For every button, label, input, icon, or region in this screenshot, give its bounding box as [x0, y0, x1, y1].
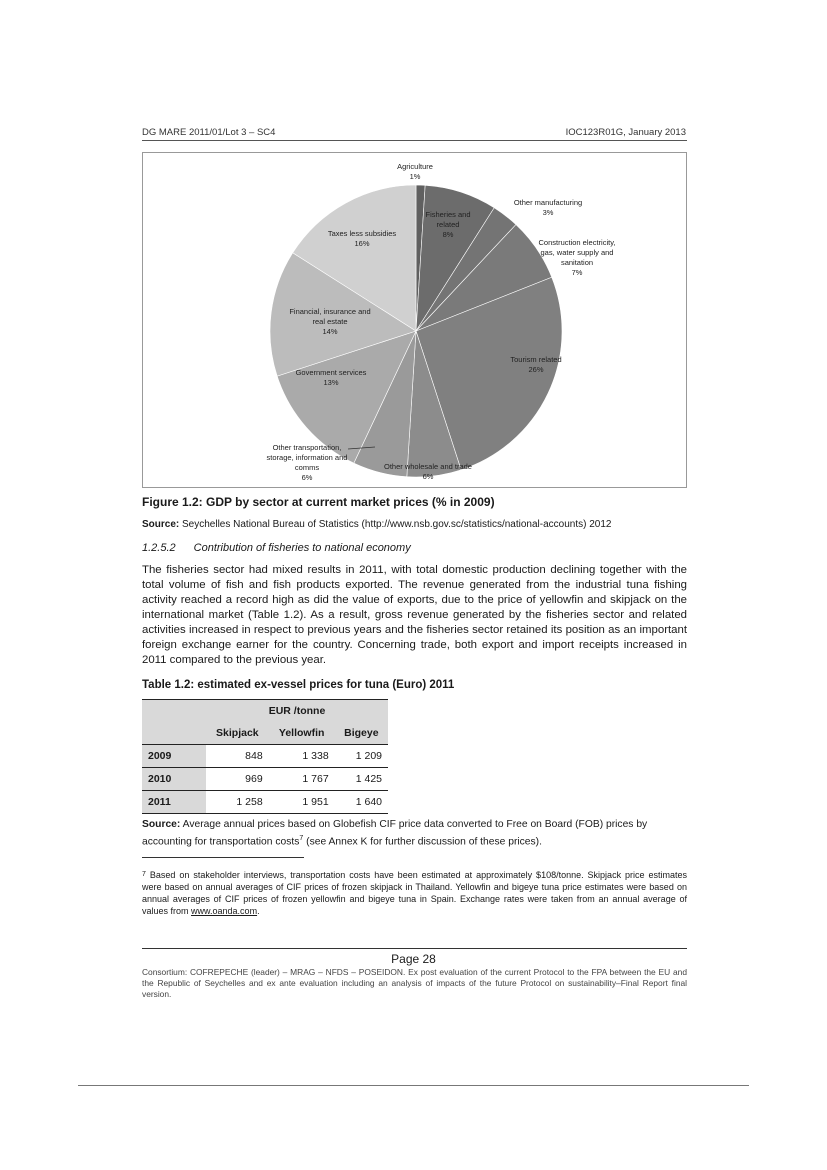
column-header: Bigeye [335, 722, 388, 745]
slice-label: Other transportation, storage, information and comms 6% [266, 443, 348, 482]
table-cell: 1 209 [335, 745, 388, 768]
column-header: Yellowfin [269, 722, 335, 745]
table-source-text: Average annual prices based on Globefish CIF price data converted to Free on Board (FOB) prices by accounting for transportation costs [142, 819, 648, 848]
header-divider [142, 140, 687, 141]
figure-source [142, 519, 611, 530]
footnote-ref[interactable]: 7 [299, 835, 304, 842]
table-cell: 1 767 [269, 768, 335, 791]
row-year: 2009 [142, 745, 206, 768]
gdp-pie-chart [143, 153, 688, 489]
table-source-text-end: (see Annex K for further discussion of these prices). [303, 836, 542, 848]
pie-chart-frame [142, 152, 687, 488]
table-cell: 1 640 [335, 791, 388, 814]
slice-label: Other manufacturing 3% [513, 198, 583, 217]
footer-divider [142, 948, 687, 949]
header-right: IOC123R01G, January 2013 [565, 127, 686, 138]
table-caption: Table 1.2: estimated ex-vessel prices for tuna (Euro) 2011 [142, 679, 455, 691]
page-bottom-rule [78, 1085, 749, 1086]
slice-label: Agriculture 1% [397, 162, 433, 181]
table-header-row [142, 722, 388, 745]
table-cell: 1 425 [335, 768, 388, 791]
slice-label: Financial, insurance and real estate 14% [289, 307, 371, 336]
table-unit-row [142, 700, 388, 723]
table-source [142, 818, 682, 849]
tuna-price-table [142, 699, 388, 814]
table-corner-2 [142, 722, 206, 745]
table-row [142, 791, 388, 814]
consortium-note: Consortium: COFREPECHE (leader) – MRAG – NFDS – POSEIDON. Ex post evaluation of the current Protocol to the FPA between the EU and the Republic of Seychelles and ex ante evaluation including an analysis of impacts of the future Protocol on sustainability–Final Report final version. [142, 967, 687, 999]
column-header: Skipjack [206, 722, 269, 745]
table-cell: 1 258 [206, 791, 269, 814]
table-cell: 1 338 [269, 745, 335, 768]
slice-label: Tourism related 26% [510, 355, 562, 374]
table-corner [142, 700, 206, 723]
table-cell: 969 [206, 768, 269, 791]
row-year: 2010 [142, 768, 206, 791]
footnote-marker: 7 [142, 871, 146, 878]
table-cell: 1 951 [269, 791, 335, 814]
figure-caption: Figure 1.2: GDP by sector at current market prices (% in 2009) [142, 495, 495, 509]
slice-label: Taxes less subsidies 16% [327, 229, 397, 248]
table-cell: 848 [206, 745, 269, 768]
figure-source-text: Seychelles National Bureau of Statistics (http://www.nsb.gov.sc/statistics/national-accounts) 2012 [179, 519, 612, 530]
row-year: 2011 [142, 791, 206, 814]
footnote-text: Based on stakeholder interviews, transportation costs have been estimated at approximately $108/tonne. Skipjack price estimates were based on annual averages of CIF prices of frozen skipjack in Thailand. Yellowfin and bigeye tuna price estimates were based on annual averages of CIF prices of frozen yellowfin and bigeye tuna in Spain. Exchange rates were taken from an annual average of values from [142, 870, 687, 916]
section-heading [142, 542, 411, 554]
figure-source-label: Source: [142, 519, 180, 530]
table-row [142, 745, 388, 768]
page-number: Page 28 [391, 952, 436, 966]
slice-label: Government services 13% [295, 368, 367, 387]
section-title: Contribution of fisheries to national economy [193, 542, 411, 554]
footnote-end: . [257, 906, 260, 916]
table-row [142, 768, 388, 791]
footnote [142, 869, 687, 917]
slice-label: Other wholesale and trade 6% [384, 462, 472, 481]
table-source-label: Source: [142, 819, 181, 830]
table-unit-header: EUR /tonne [206, 700, 388, 723]
slice-label: Fisheries and related 8% [425, 210, 471, 239]
footnote-divider [142, 857, 304, 858]
slice-label: Construction electricity, gas, water supply and sanitation 7% [538, 238, 616, 277]
section-number: 1.2.5.2 [142, 542, 176, 554]
header-left: DG MARE 2011/01/Lot 3 – SC4 [142, 127, 276, 138]
oanda-link[interactable]: www.oanda.com [191, 906, 258, 916]
body-paragraph: The fisheries sector had mixed results in 2011, with total domestic production declining together with the total volume of fish and fish products exported. The revenue generated from the industrial tuna fishing activity reached a record high as did the value of exports, due to the price of yellowfin and skipjack on the international market (Table 1.2). As a result, gross revenue generated by the fisheries sector and related activities increased in respect to previous years and the fisheries sector retained its position as an important foreign exchange earner for the country. Concerning trade, both export and import receipts increased in 2011 compared to the previous year. [142, 564, 687, 666]
